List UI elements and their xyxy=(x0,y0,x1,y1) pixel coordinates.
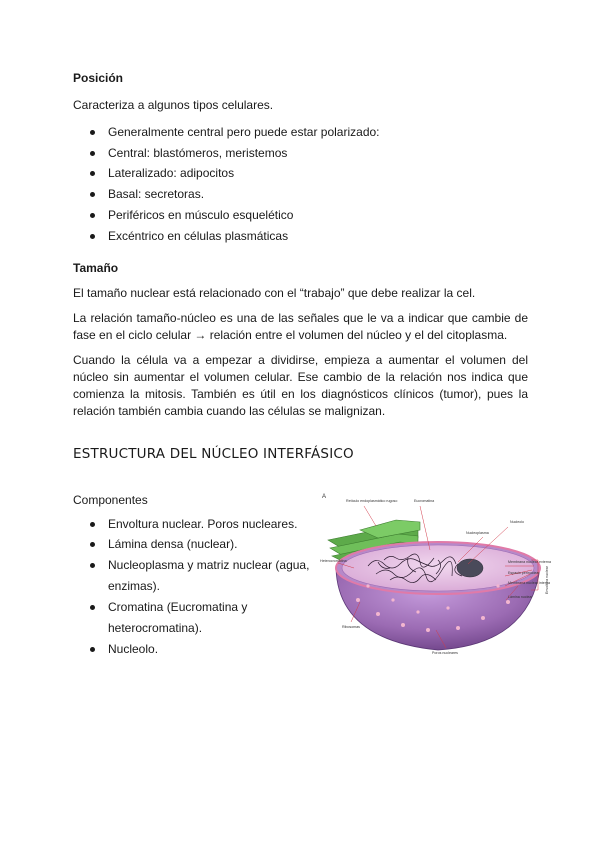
label-membrana-externa: Membrana nuclear externa xyxy=(508,560,551,564)
bullet-dot xyxy=(90,647,95,652)
label-lamina: Lámina nuclear xyxy=(508,595,533,599)
nucleolus-illustration xyxy=(457,559,483,577)
tamano-paragraph-2: La relación tamaño-núcleo es una de las señales que le va a indicar que cambie de fase en el ciclo celular → relación entre el volumen del núcleo y el del citoplasma. xyxy=(73,311,528,342)
label-eucromatina: Eucromatina xyxy=(414,499,435,503)
panel-letter: A xyxy=(322,494,327,500)
label-nucleoplasma: Nucleoplasma xyxy=(466,531,489,535)
heading-posicion: Posición xyxy=(73,71,124,85)
label-ribosomas: Ribosomas xyxy=(342,625,360,629)
label-rer: Retículo endoplasmático rugoso xyxy=(346,499,398,503)
bullet-dot xyxy=(90,151,95,156)
label-nucleolo: Nucleolo xyxy=(510,520,524,524)
componentes-label: Componentes xyxy=(73,493,148,507)
bullet-dot xyxy=(90,522,95,527)
label-espacio: Espacio perinuclear xyxy=(508,571,540,575)
nucleus-diagram xyxy=(318,490,558,662)
tamano-paragraph-1: El tamaño nuclear está relacionado con el “trabajo” que debe realizar la cel. xyxy=(73,286,476,300)
heading-tamano: Tamaño xyxy=(73,261,119,275)
bullet-dot xyxy=(90,130,95,135)
section-title: ESTRUCTURA DEL NÚCLEO INTERFÁSICO xyxy=(73,446,354,462)
posicion-intro: Caracteriza a algunos tipos celulares. xyxy=(73,98,274,112)
label-heterocromatina: Heterocromatina xyxy=(320,559,347,563)
bullet-dot xyxy=(90,234,95,239)
bullet-dot xyxy=(90,192,95,197)
bullet-dot xyxy=(90,605,95,610)
bullet-dot xyxy=(90,563,95,568)
label-envoltura: Envoltura nuclear xyxy=(545,566,549,594)
tamano-paragraph-3: Cuando la célula va a empezar a dividirse, empieza a aumentar el volumen del núcleo sin aumentar el volumen celular. Ese cambio de la relación nos indica que comienza la mitosis. También es útil en los diagnósticos clínicos (tumor), pues la relación también cambia cuando las células se malignizan. xyxy=(73,353,528,418)
bullet-dot xyxy=(90,171,95,176)
bullet-dot xyxy=(90,542,95,547)
bullet-dot xyxy=(90,213,95,218)
label-membrana-interna: Membrana nuclear interna xyxy=(508,581,550,585)
label-poros: Poros nucleares xyxy=(432,651,458,655)
